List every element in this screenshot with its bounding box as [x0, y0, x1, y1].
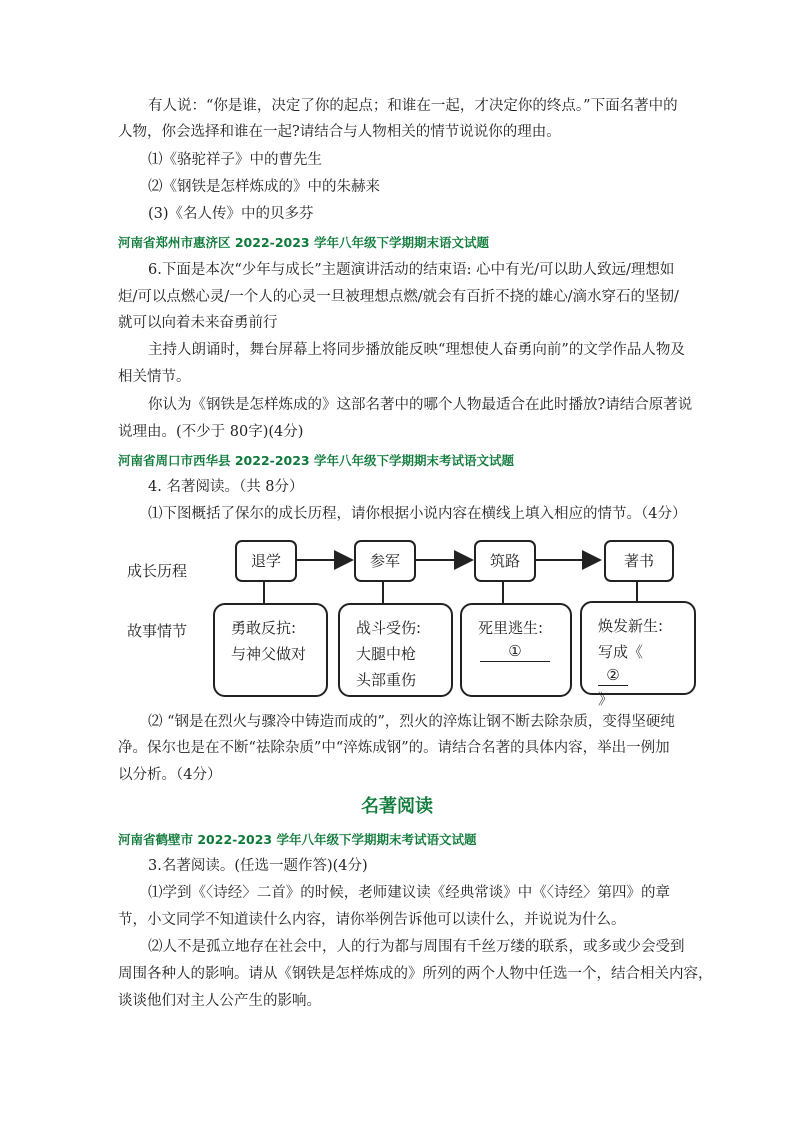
q3-p2-line-1: ⑵人不是孤立地存在社会中，人的行为都与周围有千丝万缕的联系，或多或少会受到: [148, 939, 685, 955]
source-label-2: 河南省周口市西华县 2022-2023 学年八年级下学期期末考试语文试题: [118, 453, 514, 468]
story-box-4: [580, 601, 696, 708]
intro-line-1: 有人说：“你是谁，决定了你的起点；和谁在一起，才决定你的终点。”下面名著中的: [148, 98, 678, 114]
q3-p1-line-1: ⑴学到《〈诗经〉二首》的时候，老师建议读《经典常谈》中《〈诗经〉第四》的章: [148, 885, 670, 901]
story-3-line-1: 死里逃生:: [478, 619, 544, 637]
story-4-line-1: 焕发新生:: [598, 617, 664, 635]
q4-sub2-line-2: 净。保尔也是在不断“祛除杂质”中“淬炼成钢”的。请结合名著的具体内容，举出一例加: [118, 740, 670, 756]
q4-title: 4. 名著阅读。（共 8分）: [148, 479, 304, 495]
q6-line-4: 主持人朗诵时，舞台屏幕上将同步播放能反映“理想使人奋勇向前”的文学作品人物及: [148, 342, 685, 358]
q4-sub1: ⑴下图概括了保尔的成长历程，请你根据小说内容在横线上填入相应的情节。（4分）: [148, 506, 687, 522]
q3-p1-line-2: 节，小文同学不知道读什么内容，请你举例告诉他可以读什么，并说说为什么。: [118, 912, 626, 928]
row-label-story: 故事情节: [127, 622, 188, 640]
intro-option-1: ⑴《骆驼祥子》中的曹先生: [148, 152, 322, 168]
story-box-3: [460, 603, 572, 697]
q6-line-6: 你认为《钢铁是怎样炼成的》这部名著中的哪个人物最适合在此时播放?请结合原著说: [148, 397, 693, 413]
story-4-suffix: 》: [598, 690, 614, 708]
q6-line-3: 就可以向着未来奋勇前行: [118, 315, 278, 331]
story-2-line-1: 战斗受伤:: [356, 619, 422, 637]
story-2-line-2: 大腿中枪: [356, 645, 417, 663]
q4-sub2-line-1: ⑵ “钢是在烈火与骤冷中铸造而成的”，烈火的淬炼让钢不断去除杂质，变得坚硬纯: [148, 714, 675, 730]
q6-line-1: 6.下面是本次“少年与成长”主题演讲活动的结束语: 心中有光/可以助人致远/理想如: [148, 262, 675, 278]
source-label-3: 河南省鹤壁市 2022-2023 学年八年级下学期期末考试语文试题: [118, 832, 477, 847]
q3-p2-line-3: 谈谈他们对主人公产生的影响。: [118, 993, 321, 1009]
row-label-growth: 成长历程: [127, 562, 188, 580]
story-box-2: [338, 603, 453, 697]
story-1-line-2: 与神父做对: [231, 645, 307, 663]
intro-line-2: 人物，你会选择和谁在一起?请结合与人物相关的情节说说你的理由。: [118, 124, 561, 140]
stage-box-1: 退学: [235, 540, 297, 582]
story-2-line-3: 头部重伤: [356, 671, 417, 689]
stage-box-3: 筑路: [474, 540, 536, 582]
source-label-1: 河南省郑州市惠济区 2022-2023 学年八年级下学期期末语文试题: [118, 235, 489, 250]
answer-blank-2[interactable]: ②: [598, 665, 628, 686]
story-box-1: [213, 603, 328, 697]
q6-line-2: 炬/可以点燃心灵/一个人的心灵一旦被理想点燃/就会有百折不挠的雄心/滴水穿石的坚韧/: [118, 289, 679, 305]
stage-box-2: 参军: [354, 540, 416, 582]
story-4-prefix: 写成《: [598, 643, 644, 661]
q6-line-5: 相关情节。: [118, 369, 191, 385]
story-1-line-1: 勇敢反抗:: [231, 619, 297, 637]
answer-blank-1[interactable]: ①: [480, 641, 550, 662]
intro-option-3: (3)《名人传》中的贝多芬: [148, 206, 314, 222]
section-heading: 名著阅读: [361, 796, 433, 817]
q4-sub2-line-3: 以分析。（4分）: [118, 767, 222, 783]
q6-line-7: 说理由。(不少于 80字)(4分): [118, 424, 304, 440]
intro-option-2: ⑵《钢铁是怎样炼成的》中的朱赫来: [148, 179, 380, 195]
q3-title: 3.名著阅读。(任选一题作答)(4分): [148, 858, 368, 874]
q3-p2-line-2: 周围各种人的影响。请从《钢铁是怎样炼成的》所列的两个人物中任选一个，结合相关内容，: [118, 966, 713, 982]
stage-box-4: 著书: [604, 540, 674, 582]
